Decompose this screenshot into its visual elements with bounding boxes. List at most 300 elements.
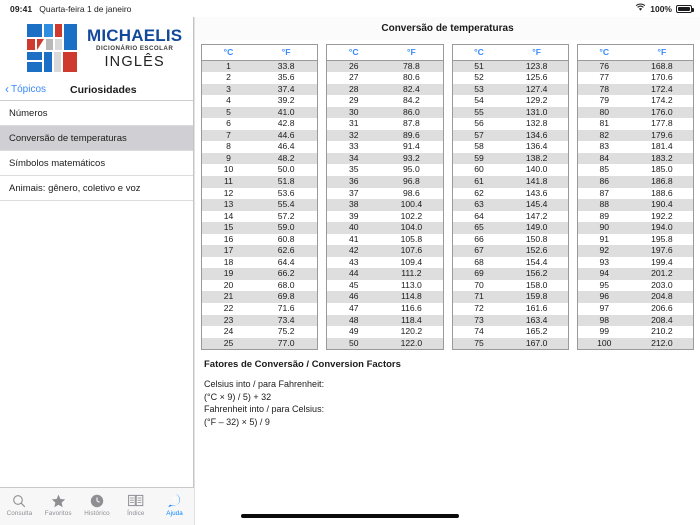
table-row [578,315,693,327]
table-row [202,164,317,176]
cell-fahrenheit: 122.0 [380,338,442,350]
table-row [327,303,442,315]
table-row [202,60,317,72]
table-row [327,72,442,84]
cell-celsius: 87 [599,187,610,198]
table-row [453,164,568,176]
table-row [578,164,693,176]
cell-celsius: 4 [226,95,231,106]
table-row [327,338,442,350]
cell-celsius: 91 [599,233,610,244]
cell-celsius: 18 [223,256,234,267]
status-bar-right [635,3,692,14]
cell-fahrenheit: 210.2 [651,326,673,337]
cell-celsius: 63 [453,199,506,211]
table-row [202,338,317,350]
cell-fahrenheit: 75.2 [277,326,295,337]
cell-celsius: 25 [202,338,255,350]
cell-celsius: 37 [348,187,359,198]
cell-celsius: 54 [474,95,484,106]
cell-fahrenheit: 91.4 [403,141,420,152]
table-row [327,153,442,165]
cell-celsius: 93 [599,256,610,267]
cell-fahrenheit: 190.4 [631,199,693,211]
factors-line: (°C × 9) / 5) + 32 [204,391,272,402]
cell-celsius: 90 [578,222,631,234]
cell-fahrenheit: 35.6 [277,72,295,83]
cell-fahrenheit: 199.4 [651,256,673,267]
table-row [453,257,568,269]
table-row [578,130,693,142]
table-row [578,268,693,280]
tab-bar [0,487,194,525]
cell-celsius: 83 [599,141,610,152]
cell-fahrenheit: 48.2 [255,153,317,165]
table-row [578,107,693,119]
sidebar-item-animais[interactable] [0,176,193,201]
table-row [578,141,693,153]
table-row [327,176,442,188]
table-row [327,280,442,292]
cell-fahrenheit: 51.8 [255,176,317,188]
cell-celsius: 99 [599,326,610,337]
cell-fahrenheit: 165.2 [525,326,548,337]
cell-celsius: 28 [327,84,380,96]
table-row [578,338,693,350]
cell-fahrenheit: 206.6 [651,302,673,313]
clock-icon [90,492,104,509]
cell-celsius: 89 [599,210,610,221]
table-row [202,245,317,257]
cell-celsius: 96 [578,291,631,303]
sidebar [0,17,194,525]
cell-fahrenheit: 53.6 [277,187,295,198]
table-row [578,326,693,338]
table-row [327,245,442,257]
sidebar-navbar [0,79,193,101]
cell-fahrenheit: 33.8 [255,60,317,72]
column-header-celsius: °C [578,45,631,60]
cell-celsius: 65 [453,222,506,234]
cell-celsius: 29 [348,95,359,106]
cell-fahrenheit: 131.0 [506,107,568,119]
cell-fahrenheit: 145.4 [506,199,568,211]
sidebar-item-label: Números [9,107,48,119]
cell-fahrenheit: 62.6 [255,245,317,257]
cell-fahrenheit: 89.6 [380,130,442,142]
cell-celsius: 2 [226,72,231,83]
cell-fahrenheit: 192.2 [651,210,673,221]
table-row [453,338,568,350]
table-row [327,326,442,338]
logo-wordmark [87,27,182,69]
table-row [202,291,317,303]
table-row [453,141,568,153]
cell-fahrenheit: 201.2 [631,268,693,280]
factors-line: (°F – 32) × 5) / 9 [204,416,270,427]
search-icon [12,492,26,509]
column-header-celsius: °C [453,45,506,60]
cell-celsius: 80 [578,107,631,119]
cell-fahrenheit: 203.0 [651,279,673,290]
cell-celsius: 7 [202,130,255,142]
table-row [453,291,568,303]
cell-fahrenheit: 41.0 [255,107,317,119]
conversion-table-4 [577,44,694,350]
cell-fahrenheit: 71.6 [277,302,295,313]
table-row [578,199,693,211]
tab-consulta[interactable] [1,492,37,517]
cell-fahrenheit: 104.0 [380,222,442,234]
table-row [202,84,317,96]
cell-celsius: 67 [453,245,506,257]
back-button-label: Tópicos [11,84,47,95]
table-row [202,326,317,338]
logo-language: INGLÊS [104,53,165,70]
table-row [202,188,317,200]
table-row [202,141,317,153]
table-row [578,84,693,96]
tab-favoritos[interactable] [40,492,76,517]
table-row [453,95,568,107]
table-row [327,315,442,327]
cell-celsius: 77 [599,72,610,83]
cell-fahrenheit: 93.2 [380,153,442,165]
table-row [453,315,568,327]
table-row [453,130,568,142]
cell-celsius: 36 [327,176,380,188]
cell-celsius: 17 [202,245,255,257]
cell-celsius: 66 [474,233,484,244]
cell-celsius: 40 [327,222,380,234]
table-row [453,326,568,338]
cell-fahrenheit: 138.2 [506,153,568,165]
svg-text:?: ? [172,497,177,505]
cell-fahrenheit: 44.6 [255,130,317,142]
table-row [453,118,568,130]
window-split [0,17,700,525]
table-row [202,176,317,188]
table-row [453,107,568,119]
column-header-fahrenheit: °F [380,45,442,60]
table-row [202,211,317,223]
cell-celsius: 33 [348,141,359,152]
cell-fahrenheit: 80.6 [403,72,420,83]
cell-celsius: 85 [599,164,610,175]
status-bar-left [10,4,131,14]
cell-fahrenheit: 116.6 [400,302,422,313]
cell-fahrenheit: 181.4 [651,141,673,152]
cell-celsius: 78 [578,84,631,96]
table-row [578,257,693,269]
cell-celsius: 1 [202,60,255,72]
cell-celsius: 46 [327,291,380,303]
factors-line: Celsius into / para Fahrenheit: [204,379,325,390]
star-icon [51,492,66,509]
cell-celsius: 5 [202,107,255,119]
cell-celsius: 41 [348,233,359,244]
cell-fahrenheit: 161.6 [525,302,548,313]
cell-celsius: 74 [474,326,484,337]
cell-fahrenheit: 141.8 [506,176,568,188]
cell-celsius: 56 [474,118,484,129]
column-header-fahrenheit: °F [255,45,317,60]
cell-fahrenheit: 82.4 [380,84,442,96]
table-row [327,234,442,246]
sidebar-item-label: Conversão de temperaturas [9,132,127,144]
table-row [327,268,442,280]
table-row [327,164,442,176]
cell-fahrenheit: 132.8 [525,118,548,129]
factors-line: Fahrenheit into / para Celsius: [204,404,325,415]
cell-fahrenheit: 69.8 [255,291,317,303]
cell-fahrenheit: 168.8 [631,60,693,72]
cell-celsius: 24 [223,326,234,337]
table-row [202,234,317,246]
cell-celsius: 34 [327,153,380,165]
cell-celsius: 97 [599,302,610,313]
cell-celsius: 20 [223,279,234,290]
cell-celsius: 3 [202,84,255,96]
sidebar-item-simbolos-matematicos[interactable] [0,151,193,176]
cell-fahrenheit: 66.2 [255,268,317,280]
cell-celsius: 58 [474,141,484,152]
chevron-left-icon: ‹ [5,82,9,96]
table-row [327,188,442,200]
cell-celsius: 42 [327,245,380,257]
cell-fahrenheit: 194.0 [631,222,693,234]
cell-fahrenheit: 134.6 [506,130,568,142]
table-row [202,118,317,130]
cell-celsius: 45 [348,279,359,290]
cell-celsius: 14 [223,210,234,221]
cell-fahrenheit: 39.2 [277,95,295,106]
cell-fahrenheit: 42.8 [277,118,295,129]
column-header-celsius: °C [327,45,380,60]
battery-percent: 100% [650,3,672,14]
tab-indice[interactable] [118,492,154,517]
factors-title: Fatores de Conversão / Conversion Factors [204,359,401,371]
cell-celsius: 76 [578,60,631,72]
cell-celsius: 10 [223,164,234,175]
table-row [202,280,317,292]
cell-celsius: 82 [578,130,631,142]
cell-celsius: 48 [327,315,380,327]
cell-celsius: 73 [453,315,506,327]
cell-fahrenheit: 152.6 [506,245,568,257]
cell-fahrenheit: 212.0 [631,338,693,350]
table-row [453,188,568,200]
cell-fahrenheit: 154.4 [525,256,548,267]
help-bubble-icon [167,492,182,509]
conversion-factors [195,350,700,428]
cell-celsius: 15 [202,222,255,234]
back-button[interactable] [5,84,46,95]
cell-fahrenheit: 107.6 [380,245,442,257]
cell-celsius: 30 [327,107,380,119]
logo-subtitle: DICIONÁRIO ESCOLAR [96,45,174,53]
cell-fahrenheit: 159.8 [506,291,568,303]
table-row [453,303,568,315]
cell-fahrenheit: 102.2 [400,210,423,221]
cell-celsius: 70 [474,279,484,290]
table-row [578,291,693,303]
table-row [578,222,693,234]
cell-fahrenheit: 172.4 [631,84,693,96]
status-date: Quarta-feira 1 de janeiro [39,3,132,14]
cell-fahrenheit: 118.4 [380,315,442,327]
sidebar-item-label: Símbolos matemáticos [9,157,106,169]
cell-fahrenheit: 179.6 [631,130,693,142]
table-row [453,60,568,72]
cell-fahrenheit: 73.4 [255,315,317,327]
tab-label: Histórico [84,510,110,517]
table-row [327,130,442,142]
cell-celsius: 94 [578,268,631,280]
table-row [453,234,568,246]
cell-celsius: 92 [578,245,631,257]
cell-celsius: 44 [327,268,380,280]
table-row [578,95,693,107]
cell-fahrenheit: 140.0 [525,164,548,175]
cell-celsius: 43 [348,256,359,267]
table-row [327,291,442,303]
cell-fahrenheit: 68.0 [277,279,295,290]
cell-fahrenheit: 120.2 [400,326,423,337]
michaelis-mosaic-logo [26,23,78,73]
cell-celsius: 11 [202,176,255,188]
cell-fahrenheit: 114.8 [380,291,442,303]
cell-celsius: 55 [453,107,506,119]
cell-fahrenheit: 50.0 [277,164,295,175]
cell-celsius: 19 [202,268,255,280]
conversion-table-2 [326,44,443,350]
column-header-fahrenheit: °F [506,45,568,60]
cell-fahrenheit: 136.4 [525,141,548,152]
cell-celsius: 6 [226,118,231,129]
cell-fahrenheit: 46.4 [277,141,295,152]
tab-ajuda[interactable] [157,492,193,517]
table-row [578,245,693,257]
cell-fahrenheit: 149.0 [506,222,568,234]
table-row [578,303,693,315]
table-row [453,268,568,280]
cell-fahrenheit: 125.6 [525,72,548,83]
table-row [202,107,317,119]
cell-fahrenheit: 208.4 [631,315,693,327]
cell-fahrenheit: 78.8 [380,60,442,72]
cell-fahrenheit: 96.8 [380,176,442,188]
table-row [202,315,317,327]
sidebar-item-conversao-de-temperaturas[interactable] [0,126,193,151]
battery-icon [676,5,692,13]
cell-fahrenheit: 170.6 [651,72,673,83]
cell-celsius: 79 [599,95,610,106]
cell-celsius: 84 [578,153,631,165]
cell-fahrenheit: 55.4 [255,199,317,211]
table-row [578,234,693,246]
cell-celsius: 8 [226,141,231,152]
table-row [202,222,317,234]
table-row [453,84,568,96]
cell-fahrenheit: 77.0 [255,338,317,350]
cell-celsius: 35 [348,164,359,175]
cell-fahrenheit: 188.6 [651,187,673,198]
cell-fahrenheit: 186.8 [631,176,693,188]
cell-celsius: 75 [453,338,506,350]
cell-celsius: 61 [453,176,506,188]
sidebar-item-numeros[interactable] [0,101,193,126]
book-icon [128,492,144,509]
table-row [453,211,568,223]
cell-celsius: 100 [578,338,631,350]
table-row [327,95,442,107]
table-row [453,222,568,234]
sidebar-item-label: Animais: gênero, coletivo e voz [9,182,141,194]
table-row [202,268,317,280]
table-row [578,188,693,200]
table-row [202,303,317,315]
table-row [327,118,442,130]
table-row [453,176,568,188]
cell-fahrenheit: 87.8 [403,118,420,129]
cell-celsius: 22 [223,302,234,313]
topic-list [0,101,193,525]
table-row [578,153,693,165]
cell-celsius: 13 [202,199,255,211]
tab-label: Índice [127,510,145,517]
cell-fahrenheit: 183.2 [631,153,693,165]
tab-historico[interactable] [79,492,115,517]
cell-fahrenheit: 177.8 [651,118,673,129]
table-row [202,72,317,84]
cell-celsius: 81 [599,118,610,129]
table-row [578,118,693,130]
cell-fahrenheit: 105.8 [400,233,423,244]
cell-celsius: 64 [474,210,484,221]
cell-fahrenheit: 84.2 [403,95,420,106]
table-row [578,72,693,84]
cell-celsius: 32 [327,130,380,142]
cell-celsius: 39 [348,210,359,221]
cell-fahrenheit: 129.2 [525,95,548,106]
cell-celsius: 16 [223,233,234,244]
table-row [202,153,317,165]
cell-celsius: 31 [348,118,359,129]
table-row [578,280,693,292]
table-row [202,95,317,107]
cell-celsius: 51 [453,60,506,72]
table-row [202,130,317,142]
cell-fahrenheit: 147.2 [525,210,548,221]
cell-celsius: 62 [474,187,484,198]
page-title: Curiosidades [70,83,137,96]
table-row [202,199,317,211]
table-row [453,199,568,211]
cell-fahrenheit: 163.4 [506,315,568,327]
cell-celsius: 71 [453,291,506,303]
content-spacer [195,428,700,525]
cell-celsius: 98 [578,315,631,327]
cell-fahrenheit: 86.0 [380,107,442,119]
cell-fahrenheit: 174.2 [651,95,673,106]
status-time: 09:41 [10,3,33,14]
cell-celsius: 95 [599,279,610,290]
table-row [327,257,442,269]
wifi-icon [635,3,646,14]
cell-fahrenheit: 185.0 [651,164,673,175]
tab-label: Ajuda [166,510,183,517]
